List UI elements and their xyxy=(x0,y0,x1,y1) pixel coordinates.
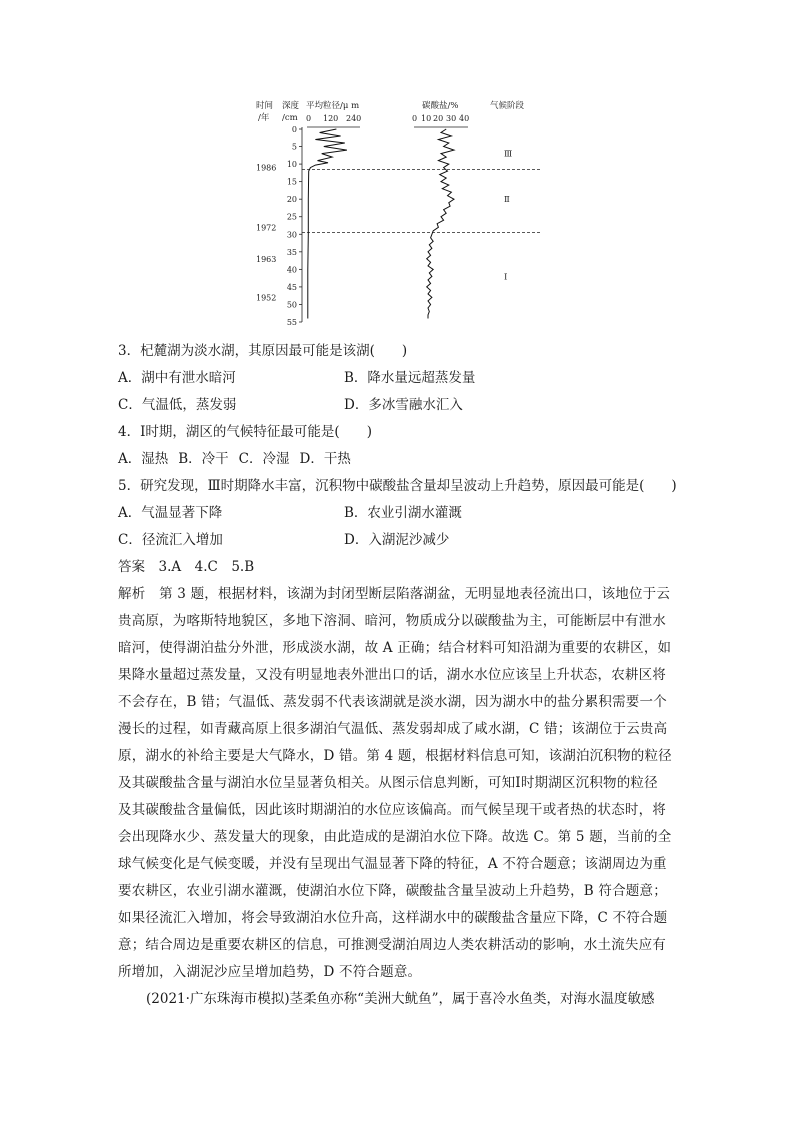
q3-option-d: D．多冰雪融水汇入 xyxy=(344,397,463,413)
analysis-line: 原，湖水的补给主要是大气降水，D 错。第 4 题，根据材料信息可知，该湖泊沉积物的粒径 xyxy=(118,748,672,764)
q4-option-d: D．干热 xyxy=(299,451,351,467)
depth-tick-label: 35 xyxy=(286,247,297,257)
carbonate-tick-0: 0 xyxy=(412,114,418,123)
depth-tick-label: 40 xyxy=(286,265,297,275)
q5-option-b: B．农业引湖水灌溉 xyxy=(344,505,462,521)
year-label: 1963 xyxy=(256,254,277,264)
analysis-line: 意；结合周边是重要农耕区的信息，可推测受湖泊周边人类农耕活动的影响，水土流失应有 xyxy=(118,937,666,953)
analysis-line: 贵高原，为喀斯特地貌区，多地下溶洞、暗河，物质成分以碳酸盐为主，可能断层中有泄水 xyxy=(118,613,666,629)
depth-tick-label: 10 xyxy=(286,160,297,170)
q4-option-c: C．冷湿 xyxy=(238,451,290,467)
climate-stage-header: 气候阶段 xyxy=(490,101,525,111)
carbonate-tick-10: 10 xyxy=(421,114,432,123)
depth-tick-label: 20 xyxy=(286,195,297,205)
q3-options-row-2 xyxy=(118,392,688,419)
analysis-line: 会出现降水少、蒸发量大的现象，由此造成的是湖泊水位下降。故选 C。第 5 题，当前的全 xyxy=(118,829,672,845)
carbonate-curve xyxy=(427,129,454,319)
year-label: 1972 xyxy=(256,223,277,233)
stage-label: Ⅰ xyxy=(504,272,508,283)
sediment-profile-figure xyxy=(250,98,570,330)
analysis-line: 要农耕区，农业引湖水灌溉，使湖泊水位下降，碳酸盐含量呈波动上升趋势，B 符合题意； xyxy=(118,883,667,899)
q5-option-a: A．气温显著下降 xyxy=(118,505,223,521)
year-label: 1986 xyxy=(256,163,277,173)
depth-header-1: 深度 xyxy=(282,101,300,111)
carbonate-header: 碳酸盐/% xyxy=(422,101,459,111)
q5-options-row-1 xyxy=(118,500,688,527)
analysis-line: 果降水量超过蒸发量，又没有明显地表外泄出口的话，湖水水位应该呈上升状态，农耕区将 xyxy=(118,667,666,683)
grain-tick-0: 0 xyxy=(306,114,312,123)
analysis-line: 球气候变化是气候变暖，并没有呈现出气温显著下降的特征，A 不符合题意；该湖周边为重 xyxy=(118,856,667,872)
question-content xyxy=(118,338,688,1013)
analysis-line: 漫长的过程，如青藏高原上很多湖泊气温低、蒸发弱却成了咸水湖，C 错；该湖位于云贵高 xyxy=(118,721,668,737)
next-material-intro: (2021·广东珠海市模拟)茎柔鱼亦称“美洲大鱿鱼”，属于喜冷水鱼类，对海水温度敏感 xyxy=(146,991,655,1007)
q3-option-a: A．湖中有泄水暗河 xyxy=(118,370,236,386)
analysis-line: 暗河，使得湖泊盐分外泄，形成淡水湖，故 A 正确；结合材料可知沿湖为重要的农耕区，如 xyxy=(118,640,672,656)
carbonate-tick-30: 30 xyxy=(446,114,457,123)
analysis-line: 解析 第 3 题，根据材料，该湖为封闭型断层陷落湖盆，无明显地表径流出口，该地位于云 xyxy=(118,586,671,602)
q4-option-a: A．湿热 xyxy=(118,451,169,467)
depth-tick-label: 5 xyxy=(291,142,297,152)
q3-option-b: B．降水量远超蒸发量 xyxy=(344,370,476,386)
q4-stem: 4．Ⅰ时期，湖区的气候特征最可能是( ) xyxy=(118,424,372,440)
depth-header-2: /cm xyxy=(282,113,298,123)
analysis-line: 如果径流汇入增加，将会导致湖泊水位升高，这样湖水中的碳酸盐含量应下降，C 不符合题 xyxy=(118,910,668,926)
q3-stem: 3．杞麓湖为淡水湖，其原因最可能是该湖( ) xyxy=(118,343,408,359)
q4-options xyxy=(118,446,688,473)
analysis-line: 及其碳酸盐含量偏低，因此该时期湖泊的水位应该偏高。而气候呈现干或者热的状态时，将 xyxy=(118,802,666,818)
sediment-profile-chart xyxy=(250,98,570,330)
carbonate-tick-40: 40 xyxy=(459,114,470,123)
grain-size-curve xyxy=(308,129,347,319)
q5-option-d: D．入湖泥沙减少 xyxy=(344,532,450,548)
q4-option-b: B．冷干 xyxy=(178,451,229,467)
depth-tick-label: 25 xyxy=(286,212,297,222)
analysis-line: 不会存在，B 错；气温低、蒸发弱不代表该湖就是淡水湖，因为湖水中的盐分累积需要一个 xyxy=(118,694,667,710)
analysis-block xyxy=(118,581,688,986)
answer-line: 答案 3.A 4.C 5.B xyxy=(118,559,255,575)
grain-tick-120: 120 xyxy=(323,114,339,123)
time-header-1: 时间 xyxy=(256,101,274,111)
carbonate-tick-20: 20 xyxy=(433,114,444,123)
depth-tick-label: 55 xyxy=(286,318,297,327)
q5-stem: 5．研究发现，Ⅲ时期降水丰富，沉积物中碳酸盐含量却呈波动上升趋势，原因最可能是( ) xyxy=(118,478,677,494)
q3-option-c: C．气温低，蒸发弱 xyxy=(118,397,237,413)
depth-tick-label: 15 xyxy=(286,177,297,187)
time-header-2: /年 xyxy=(258,113,270,123)
depth-tick-label: 50 xyxy=(286,300,297,310)
year-labels xyxy=(256,164,276,303)
depth-tick-label: 30 xyxy=(286,230,297,240)
analysis-line: 所增加，入湖泥沙应呈增加趋势，D 不符合题意。 xyxy=(118,964,422,980)
grain-header: 平均粒径/μ m xyxy=(306,101,360,111)
grain-tick-240: 240 xyxy=(346,114,362,123)
stage-label: Ⅲ xyxy=(504,149,513,160)
depth-ticks xyxy=(287,125,302,327)
depth-tick-label: 45 xyxy=(286,282,297,292)
q5-options-row-2 xyxy=(118,527,688,554)
q5-option-c: C．径流汇入增加 xyxy=(118,532,223,548)
stage-label: Ⅱ xyxy=(504,195,510,206)
depth-tick-label: 0 xyxy=(291,125,297,134)
q3-options-row-1 xyxy=(118,365,688,392)
year-label: 1952 xyxy=(256,293,277,303)
analysis-line: 及其碳酸盐含量与湖泊水位呈显著负相关。从图示信息判断，可知Ⅰ时期湖区沉积物的粒径 xyxy=(118,775,658,791)
